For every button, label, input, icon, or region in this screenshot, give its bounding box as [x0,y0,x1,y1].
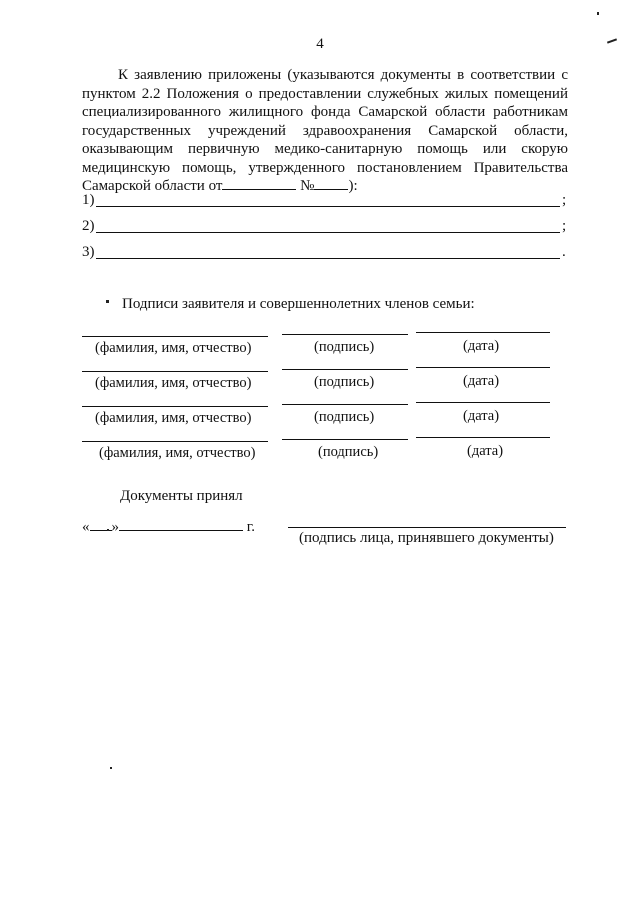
attachment-2-line[interactable] [96,232,560,233]
resolution-number-blank[interactable] [314,177,348,190]
paragraph-line: К заявлению приложены (указываются документы в соответствии с [118,67,568,83]
date-field-line[interactable] [416,437,550,438]
date-caption: (дата) [463,408,500,424]
date-field-line[interactable] [416,402,550,403]
page-number: 4 [316,36,324,52]
attachment-1-line[interactable] [96,206,560,207]
signatures-heading: Подписи заявителя и совершеннолетних членов семьи: [122,296,475,312]
paragraph-line: медицинскую помощь, утвержденного постановлением Правительства [82,159,568,176]
scan-speck [110,767,112,769]
receiver-signature-line[interactable] [288,527,566,528]
date-caption: (дата) [467,443,504,459]
year-suffix: г. [246,519,255,535]
signature-line[interactable] [282,404,408,405]
date-line [82,518,255,536]
name-line[interactable] [82,336,268,337]
paragraph-last-suffix: ): [348,178,358,194]
scan-speck [107,529,109,531]
name-line[interactable] [82,371,268,372]
attachment-number: 3) [82,244,95,260]
attachments-paragraph [82,66,568,196]
date-field-line[interactable] [416,332,550,333]
attachment-end: . [562,244,566,260]
signature-line[interactable] [282,439,408,440]
paragraph-last-line [82,177,568,196]
date-field-line[interactable] [416,367,550,368]
scan-speck [597,12,599,15]
attachment-number: 1) [82,192,95,208]
close-quote: » [111,519,119,535]
name-line[interactable] [82,441,268,442]
month-year-blank[interactable] [119,518,243,531]
signature-caption: (подпись) [314,409,375,425]
dot-mark [106,300,109,303]
name-caption: (фамилия, имя, отчество) [95,375,252,391]
documents-accepted-label: Документы принял [120,488,243,504]
paragraph-line: пунктом 2.2 Положения о предоставлении служебных жилых помещений [82,85,568,102]
signature-line[interactable] [282,334,408,335]
signature-caption: (подпись) [314,339,375,355]
signature-line[interactable] [282,369,408,370]
signature-caption: (подпись) [318,444,379,460]
receiver-caption: (подпись лица, принявшего документы) [299,530,554,546]
signature-caption: (подпись) [314,374,375,390]
name-caption: (фамилия, имя, отчество) [95,340,252,356]
paragraph-line: оказывающим первичную медико-санитарную помощь или скорую [82,141,568,157]
name-caption: (фамилия, имя, отчество) [95,410,252,426]
attachment-end: ; [562,218,567,234]
name-caption: (фамилия, имя, отчество) [99,445,256,461]
date-caption: (дата) [463,338,500,354]
open-quote: « [82,519,90,535]
attachment-3-line[interactable] [96,258,560,259]
paragraph-line: государственных учреждений здравоохранения Самарской области, [82,122,568,139]
paragraph-last-prefix: Самарской области от [82,178,223,194]
date-caption: (дата) [463,373,500,389]
resolution-date-blank[interactable] [222,177,296,190]
attachment-number: 2) [82,218,95,234]
name-line[interactable] [82,406,268,407]
attachment-end: ; [562,192,567,208]
paragraph-line: специализированного жилищного фонда Самарской области работникам [82,104,568,120]
number-sign: № [300,178,315,194]
